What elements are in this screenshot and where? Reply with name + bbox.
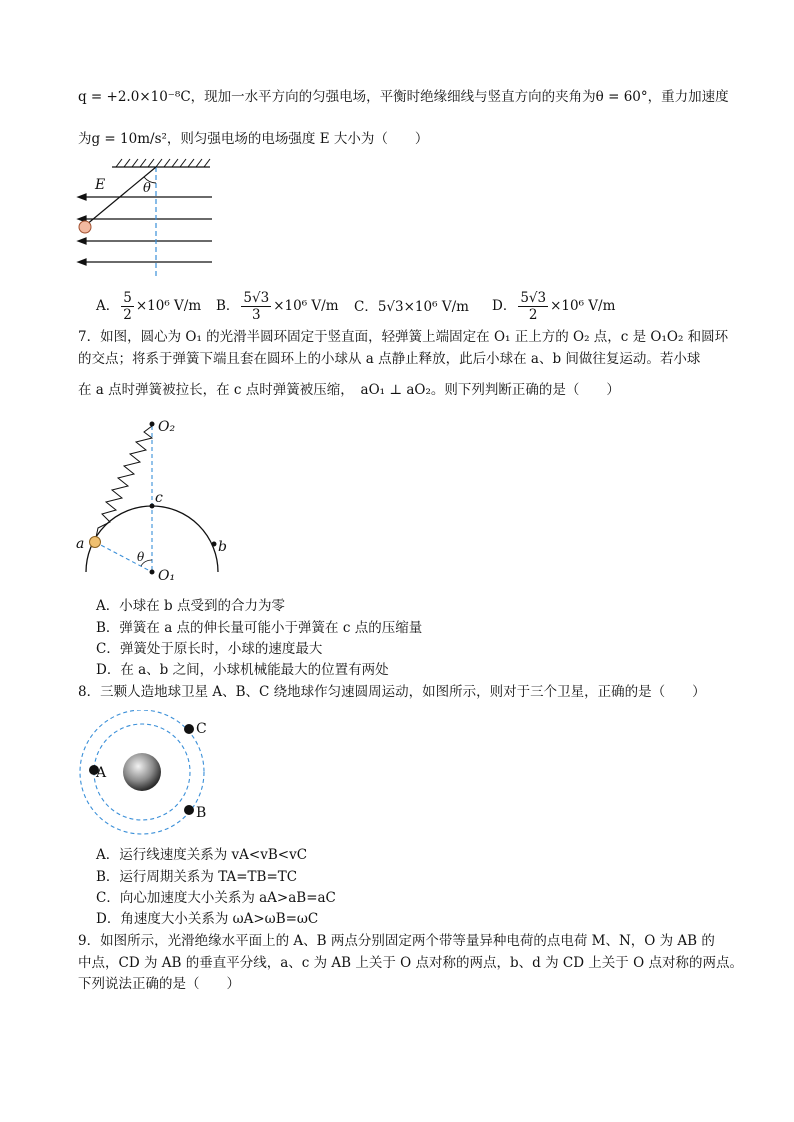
q8-option-c[interactable]: C．向心加速度大小关系为 aA>aB=aC [96,890,336,906]
q8-line-1: 8．三颗人造地球卫星 A、B、C 绕地球作匀速圆周运动，如图所示，则对于三个卫星，正确的是（ ） [78,684,706,700]
q9-line-3: 下列说法正确的是（ ） [78,976,240,992]
q8-fig-label-a: A [96,765,107,781]
q7-option-c[interactable]: C．弹簧处于原长时，小球的速度最大 [96,641,323,657]
q8-option-b[interactable]: B．运行周期关系为 TA=TB=TC [96,869,298,885]
q7-option-d[interactable]: D．在 a、b 之间，小球机械能最大的位置有两处 [96,662,389,678]
q6-line-1: q = +2.0×10⁻⁸C，现加一水平方向的匀强电场，平衡时绝缘细线与竖直方向的夹角为θ = 60°，重力加速度 [78,89,729,105]
q7-line-1: 7．如图，圆心为 O₁ 的光滑半圆环固定于竖直面，轻弹簧上端固定在 O₁ 正上方的 O₂ 点，c 是 O₁O₂ 和圆环 [78,329,729,345]
q7-fig-label-a: a [76,536,85,552]
q9-line-2: 中点，CD 为 AB 的垂直平分线，a、c 为 AB 上关于 O 点对称的两点，b、d 为 CD 上关于 O 点对称的两点。 [78,955,743,971]
q7-option-b[interactable]: B．弹簧在 a 点的伸长量可能小于弹簧在 c 点的压缩量 [96,620,423,636]
q8-option-a[interactable]: A．运行线速度关系为 vA<vB<vC [96,847,308,863]
q7-fig-label-o2: O₂ [158,419,176,435]
q6-option-a[interactable]: A． $\frac{5}{2}$ ×10⁶ V/m [96,290,202,323]
q9-line-1: 9．如图所示，光滑绝缘水平面上的 A、B 两点分别固定两个带等量异种电荷的点电荷 M、N，O 为 AB 的 [78,933,715,949]
q7-fig-label-o1: O₁ [158,568,176,584]
q7-line-3: 在 a 点时弹簧被拉长，在 c 点时弹簧被压缩， aO₁ ⊥ aO₂。则下列判断正确的是（ ） [78,382,620,398]
q7-line-2: 的交点；将系于弹簧下端且套在圆环上的小球从 a 点静止释放，此后小球在 a、b 间做往复运动。若小球 [78,351,701,367]
q8-fig-label-c: C [196,721,207,737]
q6-fig-label-theta: θ [143,181,151,196]
q6-option-d[interactable]: D． $\frac{5√3}{2}$ ×10⁶ V/m [492,290,616,323]
q7-fig-label-b: b [218,539,227,555]
q8-fig-label-b: B [196,805,207,821]
q6-electric-field-figure [70,155,230,280]
q7-fig-label-c: c [155,490,163,506]
q6-line-2: 为g = 10m/s²，则匀强电场的电场强度 E 大小为（ ） [78,131,429,147]
q8-option-d[interactable]: D．角速度大小关系为 ωA>ωB=ωC [96,911,319,927]
q6-option-c[interactable]: C．5√3×10⁶ V/m [354,299,469,315]
q7-fig-label-theta: θ [137,550,145,564]
q6-option-b[interactable]: B． $\frac{5√3}{3}$ ×10⁶ V/m [216,290,339,323]
q6-fig-label-E: E [95,177,106,193]
q7-option-a[interactable]: A．小球在 b 点受到的合力为零 [96,598,285,614]
